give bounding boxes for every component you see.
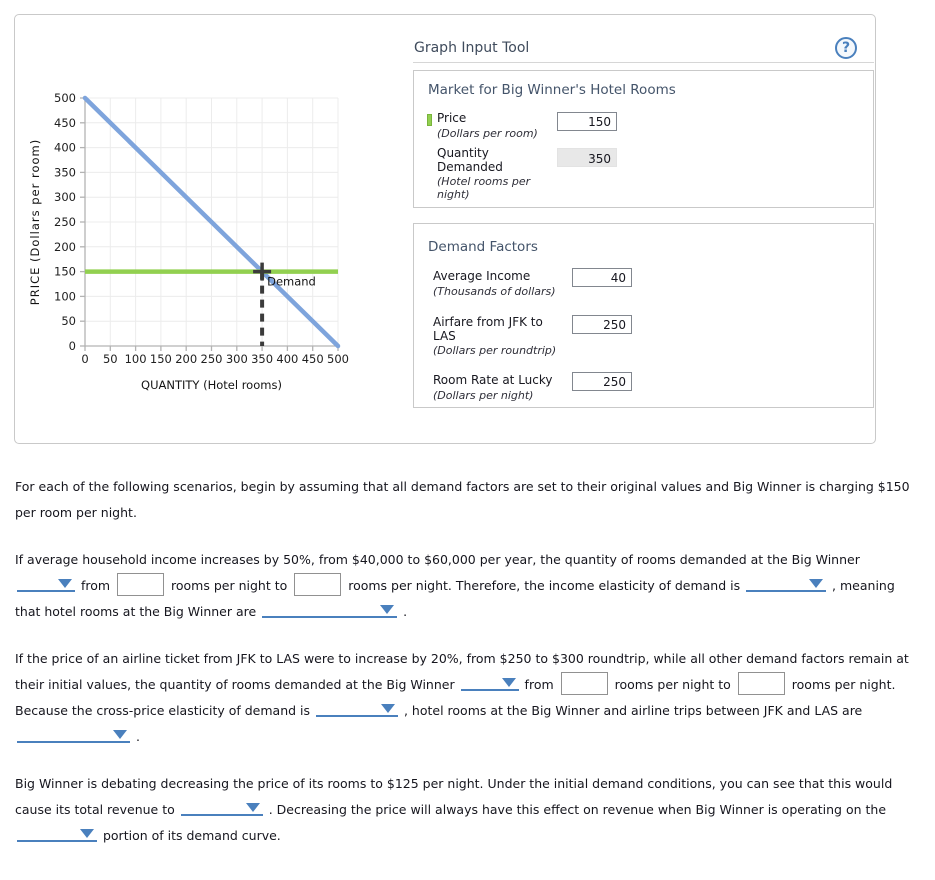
quantity-demanded-sublabel: (Hotel rooms per night) bbox=[437, 175, 531, 201]
answer-dropdown[interactable] bbox=[746, 577, 826, 592]
x-tick-label: 500 bbox=[327, 352, 349, 366]
price-legend-chip bbox=[427, 114, 432, 126]
market-panel bbox=[413, 70, 874, 208]
dropdown-arrow-icon bbox=[113, 730, 127, 739]
y-tick-label: 250 bbox=[54, 215, 76, 229]
dropdown-arrow-icon bbox=[502, 678, 516, 687]
demand-graph bbox=[15, 79, 395, 409]
question-paragraph bbox=[15, 646, 920, 750]
y-tick-label: 150 bbox=[54, 264, 76, 279]
y-tick-label: 0 bbox=[68, 339, 76, 353]
price-input[interactable] bbox=[557, 112, 617, 131]
x-tick-label: 150 bbox=[149, 352, 172, 366]
question-text: portion of its demand curve. bbox=[99, 828, 281, 843]
question-text: . bbox=[132, 729, 140, 744]
x-tick-label: 300 bbox=[225, 352, 248, 366]
x-tick-label: 400 bbox=[276, 352, 299, 366]
question-text: , hotel rooms at the Big Winner and airline trips between JFK and LAS are bbox=[400, 703, 863, 718]
question-text: . bbox=[399, 604, 408, 619]
answer-dropdown[interactable] bbox=[17, 728, 130, 743]
question-text: from bbox=[77, 578, 115, 593]
y-tick-label: 400 bbox=[54, 140, 76, 155]
answer-dropdown[interactable] bbox=[181, 801, 263, 816]
question-text: If the price of an airline ticket from JFK to LAS were to increase by 20%, from $250 to $300 roundtrip, while all other demand factors remain at their initial values, the quantity of rooms demanded at the Big Winner bbox=[15, 651, 909, 692]
dropdown-arrow-icon bbox=[58, 579, 72, 588]
answer-dropdown[interactable] bbox=[17, 577, 75, 592]
dropdown-arrow-icon bbox=[80, 829, 94, 838]
y-tick-label: 450 bbox=[54, 115, 76, 130]
dropdown-arrow-icon bbox=[809, 579, 823, 588]
average-income-sublabel: (Thousands of dollars) bbox=[433, 284, 556, 298]
question-text: For each of the following scenarios, begin by assuming that all demand factors are set to their original values and Big Winner is charging $150 per room per night. bbox=[15, 479, 910, 520]
question-text: , meaning that hotel rooms at the Big Winner are bbox=[15, 578, 895, 619]
question-paragraph bbox=[15, 771, 920, 849]
answer-blank-input[interactable] bbox=[294, 573, 341, 596]
quantity-demanded-label: Quantity Demanded bbox=[437, 146, 503, 174]
answer-dropdown[interactable] bbox=[262, 603, 397, 618]
dropdown-arrow-icon bbox=[246, 803, 260, 812]
x-tick-label: 0 bbox=[81, 352, 89, 366]
questions-section bbox=[0, 474, 935, 880]
dropdown-arrow-icon bbox=[381, 704, 395, 713]
x-tick-label: 200 bbox=[175, 352, 198, 366]
question-text: If average household income increases by 50%, from $40,000 to $60,000 per year, the quantity of rooms demanded at the Big Winner bbox=[15, 552, 860, 567]
demand-curve-label: Demand bbox=[267, 274, 316, 289]
y-tick-label: 300 bbox=[54, 190, 76, 205]
x-tick-label: 350 bbox=[251, 352, 274, 366]
question-text: rooms per night to bbox=[610, 677, 735, 692]
tool-header bbox=[413, 15, 874, 63]
answer-dropdown[interactable] bbox=[17, 827, 97, 842]
x-axis-title: QUANTITY (Hotel rooms) bbox=[141, 378, 282, 392]
graph-input-tool-controls bbox=[413, 15, 874, 408]
dropdown-arrow-icon bbox=[380, 605, 394, 614]
airfare-label: Airfare from JFK to LAS bbox=[433, 315, 543, 343]
y-tick-label: 350 bbox=[54, 165, 76, 180]
question-paragraph bbox=[15, 474, 920, 526]
room-rate-sublabel: (Dollars per night) bbox=[433, 388, 534, 402]
price-sublabel: (Dollars per room) bbox=[437, 126, 538, 140]
y-axis-title: PRICE (Dollars per room) bbox=[28, 138, 42, 306]
x-tick-label: 450 bbox=[301, 352, 324, 366]
demand-factors-panel bbox=[413, 223, 874, 408]
question-text: Big Winner is debating decreasing the price of its rooms to $125 per night. Under the initial demand conditions, you can see that this would cause its total revenue to bbox=[15, 776, 893, 817]
question-text: from bbox=[520, 677, 558, 692]
average-income-input[interactable] bbox=[572, 268, 632, 287]
tool-title: Graph Input Tool bbox=[414, 40, 530, 56]
x-tick-label: 50 bbox=[102, 352, 118, 366]
graph-input-tool-panel bbox=[14, 14, 876, 444]
room-rate-label: Room Rate at Lucky bbox=[433, 373, 553, 387]
quantity-demanded-value: 350 bbox=[557, 148, 617, 167]
room-rate-input[interactable] bbox=[572, 372, 632, 391]
help-icon[interactable]: ? bbox=[835, 37, 857, 59]
answer-dropdown[interactable] bbox=[461, 676, 519, 691]
airfare-sublabel: (Dollars per roundtrip) bbox=[433, 344, 557, 357]
y-tick-label: 50 bbox=[61, 314, 76, 329]
price-label: Price bbox=[437, 111, 467, 125]
y-tick-label: 500 bbox=[54, 91, 76, 105]
average-income-label: Average Income bbox=[433, 269, 531, 283]
answer-blank-input[interactable] bbox=[561, 672, 608, 695]
x-tick-label: 250 bbox=[200, 352, 223, 366]
market-panel-title: Market for Big Winner's Hotel Rooms bbox=[428, 82, 676, 98]
question-text: rooms per night to bbox=[167, 578, 292, 593]
question-text: rooms per night. Because the cross-price elasticity of demand is bbox=[15, 677, 896, 718]
question-paragraph bbox=[15, 547, 920, 625]
question-text: . Decreasing the price will always have this effect on revenue when Big Winner is operating on the bbox=[264, 802, 887, 817]
y-tick-label: 200 bbox=[54, 239, 76, 254]
question-text: rooms per night. Therefore, the income elasticity of demand is bbox=[344, 578, 745, 593]
x-tick-label: 100 bbox=[124, 352, 147, 366]
demand-factors-title: Demand Factors bbox=[428, 239, 538, 255]
answer-blank-input[interactable] bbox=[738, 672, 785, 695]
answer-dropdown[interactable] bbox=[316, 702, 398, 717]
answer-blank-input[interactable] bbox=[117, 573, 164, 596]
airfare-input[interactable] bbox=[572, 315, 632, 334]
y-tick-label: 100 bbox=[54, 289, 76, 304]
